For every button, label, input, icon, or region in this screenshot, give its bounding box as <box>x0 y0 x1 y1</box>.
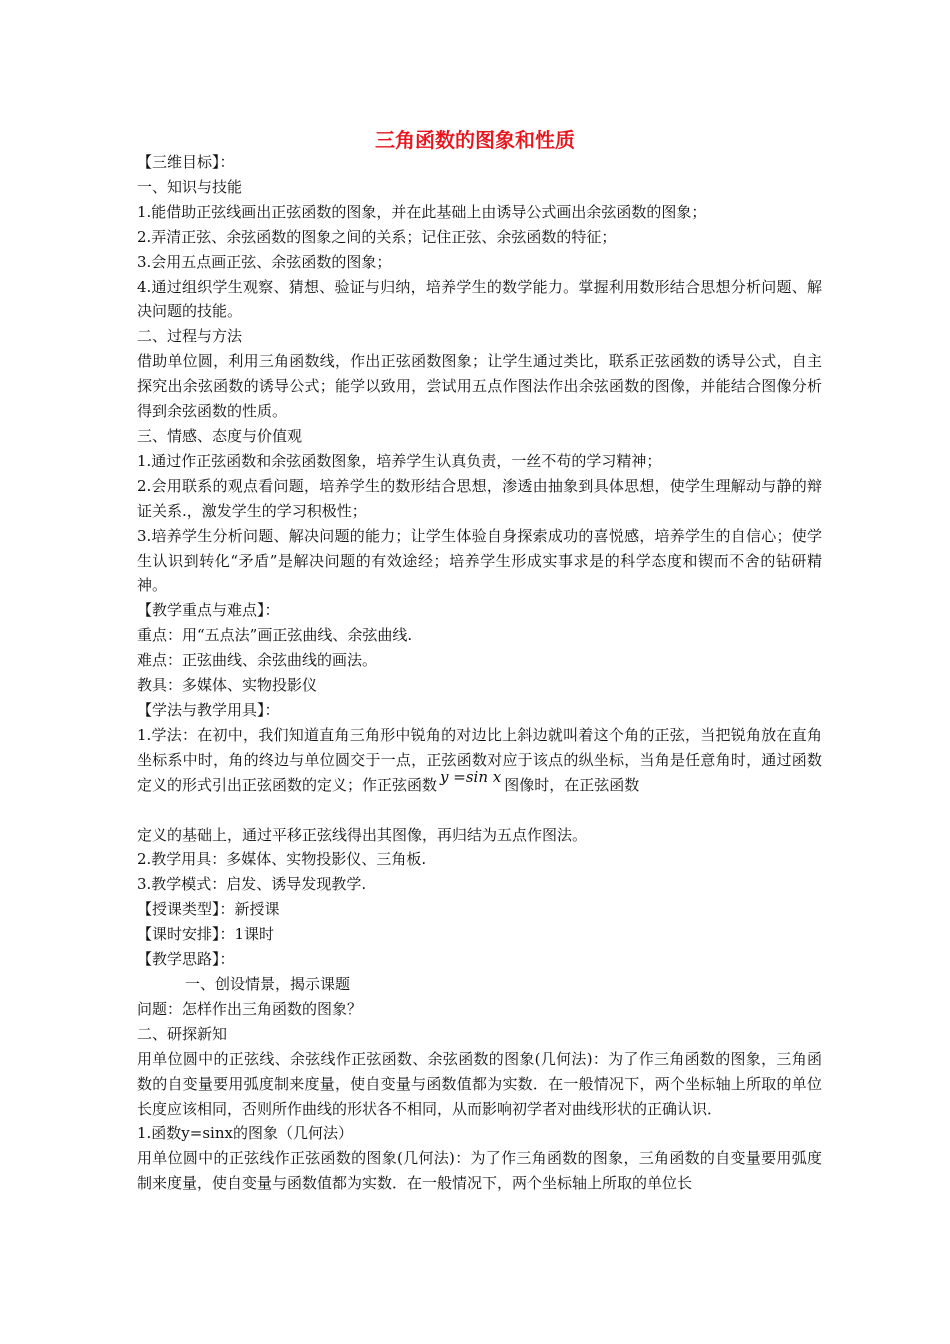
section-heading: 一、知识与技能 <box>137 177 243 196</box>
paragraph: 2.教学用具：多媒体、实物投影仪、三角板. <box>137 850 427 869</box>
paragraph-text: 图像时，在正弦函数 <box>504 775 640 794</box>
section-heading: 一、创设情景，揭示课题 <box>185 975 351 993</box>
paragraph: 教具：多媒体、实物投影仪 <box>137 676 318 695</box>
paragraph: 重点：用“五点法”画正弦曲线、余弦曲线. <box>137 626 413 645</box>
document-body <box>137 150 822 1196</box>
section-heading: 二、过程与方法 <box>137 327 243 346</box>
paragraph: 用单位圆中的正弦线、余弦线作正弦函数、余弦函数的图象(几何法)：为了作三角函数的图象，三角函数的自变量要用弧度制来度量，使自变量与函数值都为实数．在一般情况下，两个坐标轴上所取的单位长度应该相同，否则所作曲线的形状各不相同，从而影响初学者对曲线形状的正确认识． <box>137 1049 822 1118</box>
paragraph: 定义的基础上，通过平移正弦线得出其图像，再归结为五点作图法。 <box>137 825 588 844</box>
section-heading: 二、研探新知 <box>137 1024 228 1043</box>
paragraph: 3.教学模式：启发、诱导发现教学. <box>137 875 367 894</box>
heading-goals: 【三维目标】： <box>137 153 235 171</box>
paragraph: 1.通过作正弦函数和余弦函数图象，培养学生认真负责，一丝不苟的学习精神； <box>137 451 662 470</box>
heading-teaching-ideas: 【教学思路】： <box>137 950 235 969</box>
paragraph: 2.会用联系的观点看问题，培养学生的数形结合思想，渗透由抽象到具体思想，使学生理解动与静的辩证关系.，激发学生的学习积极性； <box>137 476 822 520</box>
heading-schedule: 【课时安排】：1课时 <box>137 925 275 944</box>
paragraph: 问题：怎样作出三角函数的图象？ <box>137 999 363 1018</box>
page-title: 三角函数的图象和性质 <box>375 128 575 152</box>
paragraph-with-formula <box>137 723 822 798</box>
paragraph: 1.能借助正弦线画出正弦函数的图象，并在此基础上由诱导公式画出余弦函数的图象； <box>137 202 707 221</box>
paragraph: 用单位圆中的正弦线作正弦函数的图象(几何法)：为了作三角函数的图象，三角函数的自变量要用弧度制来度量，使自变量与函数值都为实数．在一般情况下，两个坐标轴上所取的单位长 <box>137 1149 822 1193</box>
heading-lesson-type: 【授课类型】：新授课 <box>137 900 280 919</box>
paragraph: 借助单位圆，利用三角函数线，作出正弦函数图象；让学生通过类比，联系正弦函数的诱导公式，自主探究出余弦函数的诱导公式；能学以致用，尝试用五点作图法作出余弦函数的图像，并能结合图像分析得到余弦函数的性质。 <box>137 352 822 421</box>
heading-key-points: 【教学重点与难点】： <box>137 601 280 620</box>
section-heading: 三、情感、态度与价值观 <box>137 426 303 445</box>
paragraph: 难点：正弦曲线、余弦曲线的画法。 <box>137 651 378 670</box>
subsection-heading: 1.函数y=sinx的图象（几何法） <box>137 1124 353 1143</box>
paragraph-text: 1.学法：在初中，我们知道直角三角形中锐角的对边比上斜边就叫着这个角的正弦，当把锐角放在直角坐标系中时，角的终边与单位圆交于一点，正弦函数对应于该点的纵坐标，当角是任意角时，通过函数定义的形式引出正弦函数的定义；作正弦函数 <box>137 725 822 794</box>
paragraph: 2.弄清正弦、余弦函数的图象之间的关系；记住正弦、余弦函数的特征； <box>137 227 617 246</box>
paragraph: 4.通过组织学生观察、猜想、验证与归纳，培养学生的数学能力。掌握利用数形结合思想分析问题、解决问题的技能。 <box>137 277 822 321</box>
formula-y-sin-x: y =sin x <box>440 767 502 786</box>
paragraph: 3.会用五点画正弦、余弦函数的图象； <box>137 252 392 271</box>
heading-methods: 【学法与教学用具】： <box>137 700 280 719</box>
paragraph: 3.培养学生分析问题、解决问题的能力；让学生体验自身探索成功的喜悦感，培养学生的自信心；使学生认识到转化“矛盾”是解决问题的有效途经；培养学生形成实事求是的科学态度和锲而不舍的钻研精神。 <box>137 526 822 595</box>
